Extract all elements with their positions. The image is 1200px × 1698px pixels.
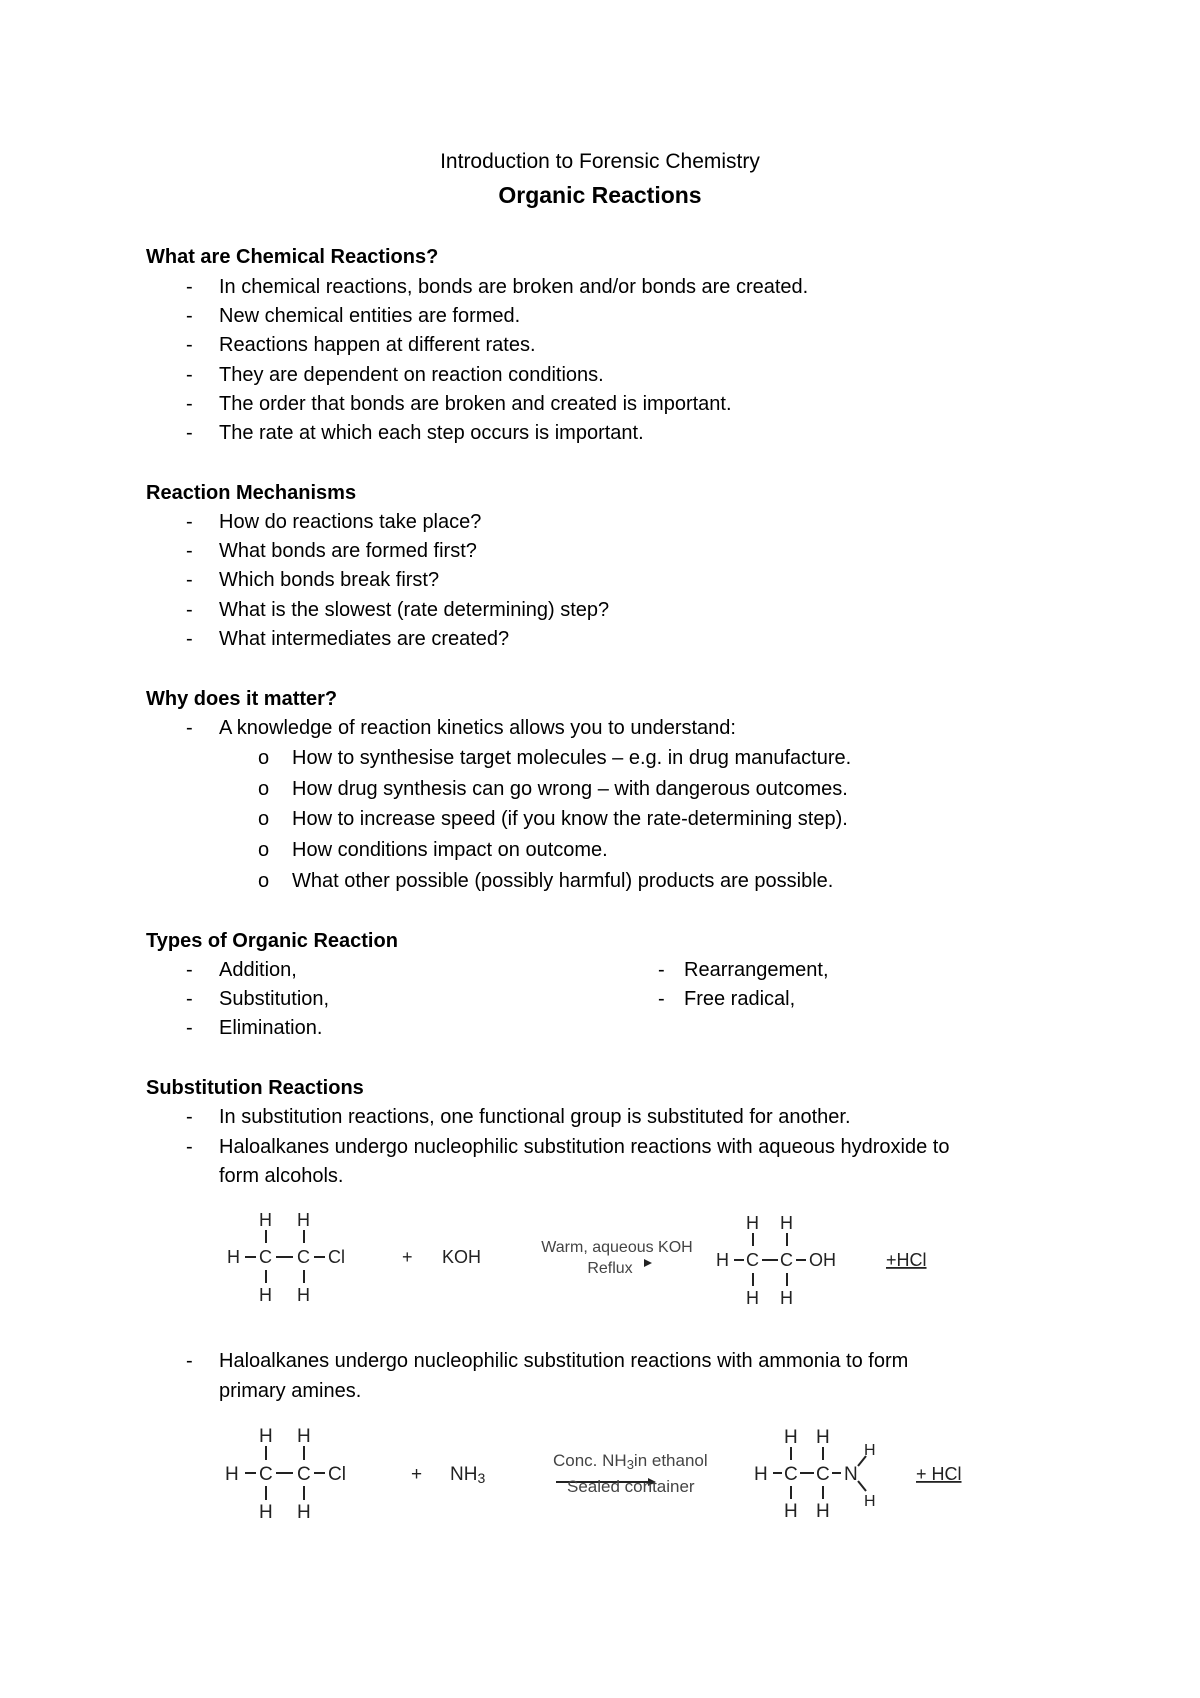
atom-h: H (225, 1464, 239, 1485)
dash-bullet: - (186, 305, 193, 327)
atom-h: H (259, 1426, 273, 1447)
reactant-atoms (225, 1426, 876, 1523)
list-item: Which bonds break first? (219, 569, 440, 591)
document-title: Organic Reactions (498, 182, 702, 208)
sub-list-item: How conditions impact on outcome. (292, 839, 608, 861)
dash-bullet: - (186, 393, 193, 415)
atom-h: H (864, 1493, 876, 1510)
dash-bullet: - (186, 717, 193, 739)
atom-c: C (297, 1247, 310, 1267)
atom-h: H (297, 1426, 311, 1447)
list-item: In chemical reactions, bonds are broken and/or bonds are created. (219, 276, 809, 298)
atom-h: H (259, 1285, 272, 1305)
section-heading-substitution: Substitution Reactions (146, 1077, 364, 1099)
dash-bullet: - (186, 628, 193, 650)
atom-oh: OH (809, 1250, 836, 1270)
byproduct: +HCl (886, 1250, 927, 1270)
plus-sign: + (402, 1247, 413, 1267)
circle-bullet: o (258, 808, 270, 830)
atom-h: H (746, 1213, 759, 1233)
atom-h: H (297, 1502, 311, 1523)
circle-bullet: o (258, 778, 270, 800)
condition-bottom: Reflux (587, 1260, 633, 1277)
atom-h: H (227, 1247, 240, 1267)
reaction-scheme-ammonia (0, 1425, 1200, 1555)
dash-bullet: - (186, 334, 193, 356)
circle-bullet: o (258, 870, 270, 892)
atom-n: N (844, 1464, 858, 1485)
circle-bullet: o (258, 747, 270, 769)
section-heading-mechanisms: Reaction Mechanisms (146, 482, 357, 504)
atom-h: H (259, 1210, 272, 1230)
atom-c: C (784, 1464, 798, 1485)
dash-bullet: - (186, 1106, 193, 1128)
list-item: Substitution, (219, 988, 330, 1010)
atom-h: H (754, 1464, 768, 1485)
list-item: Free radical, (684, 988, 796, 1010)
list-item: What bonds are formed first? (219, 540, 477, 562)
atom-c: C (259, 1247, 272, 1267)
dash-bullet: - (186, 959, 193, 981)
reagent: KOH (442, 1247, 482, 1267)
condition-top: Conc. NH3in ethanol (553, 1451, 708, 1472)
dash-bullet: - (186, 422, 193, 444)
dash-bullet: - (186, 364, 193, 386)
list-item: Reactions happen at different rates. (219, 334, 536, 356)
reagent: NH3 (450, 1464, 486, 1486)
list-item: The rate at which each step occurs is important. (219, 422, 644, 444)
sub-list-item: What other possible (possibly harmful) products are possible. (292, 870, 834, 892)
list-item: Addition, (219, 959, 297, 981)
condition-top: Warm, aqueous KOH (541, 1239, 693, 1256)
dash-bullet: - (186, 1017, 193, 1039)
dash-bullet: - (658, 988, 665, 1010)
sub-list-item: How to synthesise target molecules – e.g. in drug manufacture. (292, 747, 852, 769)
atom-h: H (746, 1288, 759, 1308)
circle-bullet: o (258, 839, 270, 861)
reaction-scheme-hydroxide (0, 1210, 1200, 1330)
dash-bullet: - (186, 511, 193, 533)
dash-bullet: - (186, 569, 193, 591)
list-item-continuation: form alcohols. (219, 1165, 344, 1187)
byproduct: + HCl (916, 1464, 962, 1484)
atom-h: H (297, 1285, 310, 1305)
list-item: What is the slowest (rate determining) step? (219, 599, 610, 621)
list-item: Haloalkanes undergo nucleophilic substitution reactions with aqueous hydroxide to (219, 1136, 950, 1158)
atom-cl: Cl (328, 1247, 345, 1267)
list-item: Haloalkanes undergo nucleophilic substitution reactions with ammonia to form (219, 1350, 909, 1372)
atom-cl: Cl (328, 1464, 346, 1485)
atom-h: H (784, 1427, 798, 1448)
document-subtitle: Introduction to Forensic Chemistry (440, 150, 760, 173)
dash-bullet: - (186, 1136, 193, 1158)
atom-c: C (297, 1464, 311, 1485)
dash-bullet: - (658, 959, 665, 981)
atom-h: H (816, 1427, 830, 1448)
list-item: Rearrangement, (684, 959, 829, 981)
list-item: What intermediates are created? (219, 628, 510, 650)
atom-h: H (864, 1442, 876, 1459)
list-item: New chemical entities are formed. (219, 305, 521, 327)
sub-list-item: How drug synthesis can go wrong – with dangerous outcomes. (292, 778, 848, 800)
arrow-head-icon (644, 1259, 652, 1267)
list-item: Elimination. (219, 1017, 323, 1039)
section-heading-why: Why does it matter? (146, 688, 338, 710)
list-item: They are dependent on reaction conditions. (219, 364, 604, 386)
list-item: The order that bonds are broken and created is important. (219, 393, 732, 415)
atom-h: H (297, 1210, 310, 1230)
atom-h: H (784, 1501, 798, 1522)
atom-h: H (780, 1213, 793, 1233)
list-item: How do reactions take place? (219, 511, 482, 533)
section-heading-chemical-reactions: What are Chemical Reactions? (146, 246, 439, 268)
dash-bullet: - (186, 276, 193, 298)
dash-bullet: - (186, 540, 193, 562)
dash-bullet: - (186, 1350, 193, 1372)
list-item-continuation: primary amines. (219, 1380, 362, 1402)
reactant-atoms (227, 1210, 836, 1308)
atom-h: H (816, 1501, 830, 1522)
plus-sign: + (411, 1464, 423, 1485)
atom-c: C (816, 1464, 830, 1485)
atom-c: C (746, 1250, 759, 1270)
list-item: In substitution reactions, one functional group is substituted for another. (219, 1106, 851, 1128)
atom-h: H (780, 1288, 793, 1308)
dash-bullet: - (186, 988, 193, 1010)
condition-bottom: Sealed container (567, 1477, 695, 1496)
atom-c: C (259, 1464, 273, 1485)
atom-c: C (780, 1250, 793, 1270)
list-item: A knowledge of reaction kinetics allows you to understand: (219, 717, 736, 739)
reaction-conditions (553, 1451, 708, 1496)
reaction-conditions (541, 1239, 692, 1277)
atom-h: H (716, 1250, 729, 1270)
section-heading-types: Types of Organic Reaction (146, 930, 398, 952)
atom-h: H (259, 1502, 273, 1523)
sub-list-item: How to increase speed (if you know the rate-determining step). (292, 808, 848, 830)
dash-bullet: - (186, 599, 193, 621)
